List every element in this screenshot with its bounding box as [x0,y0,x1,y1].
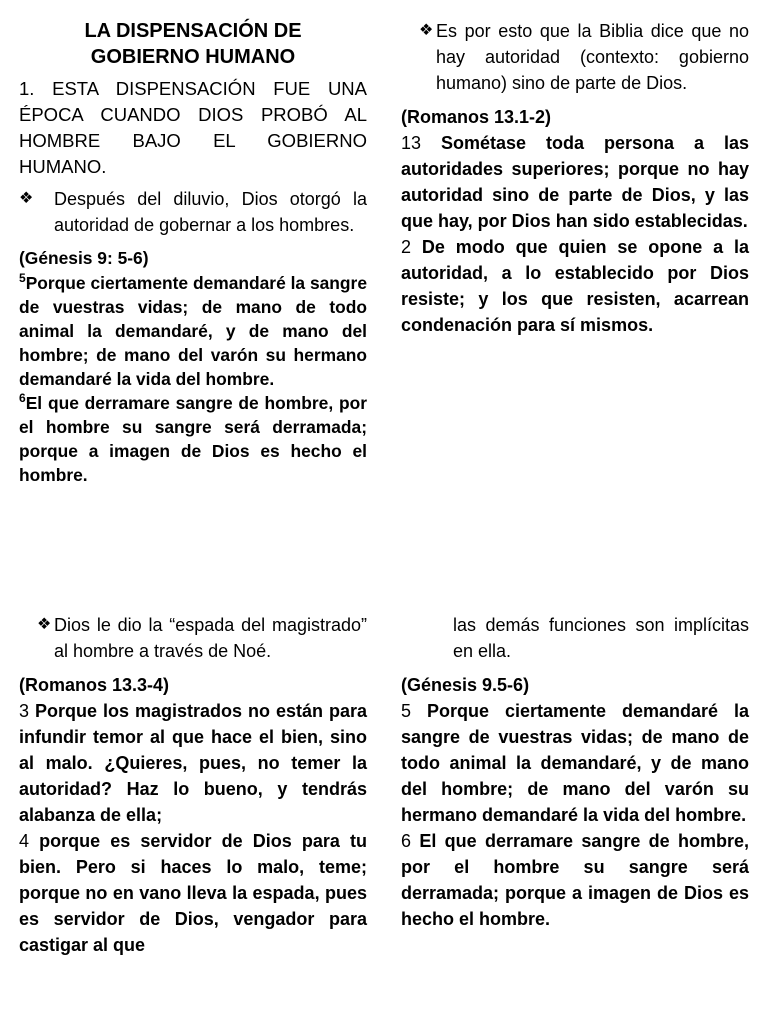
diamond-bullet-icon: ❖ [19,190,34,207]
diamond-bullet-icon: ❖ [419,22,434,39]
verse-text: El que derramare sangre de hombre, por el hombre su sangre será derramada; porque a imagen de Dios es hecho el hombre. [19,393,367,485]
verse-number: 6 [19,391,26,406]
verse-text: Sométase toda persona a las autoridades superiores; porque no hay autoridad sino de parte de Dios, y las que hay, por Dios han sido establecidas. [401,133,749,231]
verse-text: porque es servidor de Dios para tu bien. Pero si haces lo malo, teme; porque no en vano lleva la espada, pues es servidor de Dios, vengador para castigar al que [19,831,367,955]
verse-3 [19,698,367,828]
verse-6 [401,828,749,932]
top-left-column [19,18,367,487]
verse-text: Porque los magistrados no están para infundir temor al que hace el bien, sino al malo. ¿Quieres, pues, no temer la autoridad? Haz lo bueno, y tendrás alabanza de ella; [19,701,367,825]
verse-number: 13 [401,133,422,153]
bottom-right-column [401,612,749,932]
verse-number: 2 [401,237,412,257]
verse-number: 6 [401,831,412,851]
verse-text: De modo que quien se opone a la autoridad, a lo establecido por Dios resiste; y los que resisten, acarrean condenación para sí mismos. [401,237,749,335]
top-right-column [401,18,749,338]
verse-text: Porque ciertamente demandaré la sangre de vuestras vidas; de mano de todo animal la demandaré, y de mano del hombre; de mano del varón su hermano demandaré la vida del hombre. [401,701,749,825]
point-1: 1. ESTA DISPENSACIÓN FUE UNA ÉPOCA CUANDO DIOS PROBÓ AL HOMBRE BAJO EL GOBIERNO HUMANO. [19,78,367,177]
title-line-1: LA DISPENSACIÓN DE [84,20,302,42]
verse-number: 5 [19,271,26,286]
bottom-left-column [19,612,367,958]
verse-number: 4 [19,831,30,851]
diamond-bullet-icon: ❖ [37,616,52,633]
bullet-item [19,612,367,664]
verse-6 [19,391,367,487]
verse-5 [19,271,367,391]
scripture-reference: (Romanos 13.3-4) [19,675,170,695]
verse-13 [401,130,749,234]
verse-number: 3 [19,701,30,721]
scripture-reference: (Génesis 9: 5-6) [19,248,149,268]
bullet-continuation [401,612,749,664]
page-title [19,18,367,70]
bullet-text: Es por esto que la Biblia dice que no hay autoridad (contexto: gobierno humano) sino de parte de Dios. [436,21,749,93]
scripture-reference: (Génesis 9.5-6) [401,675,530,695]
bullet-text: las demás funciones son implícitas en ella. [453,615,749,661]
verse-text: El que derramare sangre de hombre, por el hombre su sangre será derramada; porque a imagen de Dios es hecho el hombre. [401,831,749,929]
bullet-text: Después del diluvio, Dios otorgó la autoridad de gobernar a los hombres. [54,189,367,235]
verse-5 [401,698,749,828]
verse-text: Porque ciertamente demandaré la sangre de vuestras vidas; de mano de todo animal la demandaré, y de mano del hombre; de mano del varón su hermano demandaré la vida del hombre. [19,273,367,389]
verse-2 [401,234,749,338]
verse-4 [19,828,367,958]
title-line-2: GOBIERNO HUMANO [90,46,296,68]
bullet-item [19,186,367,238]
scripture-reference: (Romanos 13.1-2) [401,107,552,127]
verse-number: 5 [401,701,412,721]
bullet-item [401,18,749,96]
bullet-text: Dios le dio la “espada del magistrado” al hombre a través de Noé. [54,615,367,661]
